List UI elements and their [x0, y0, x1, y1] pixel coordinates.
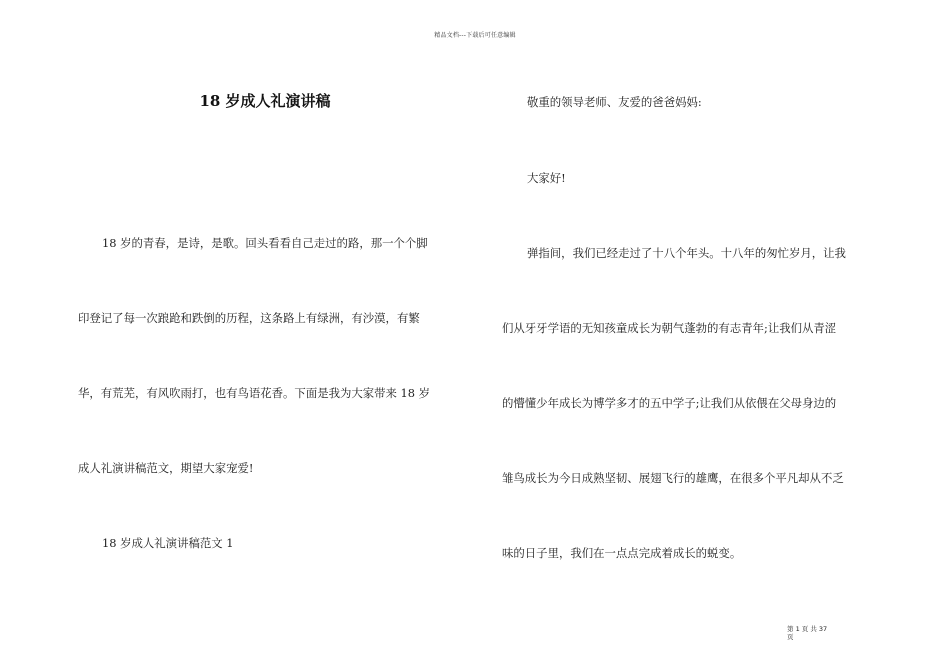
paragraph-line: 印登记了每一次踉跄和跌倒的历程，这条路上有绿洲，有沙漠，有繁	[78, 311, 420, 325]
paragraph-line: 的懵懂少年成长为博学多才的五中学子;让我们从依偎在父母身边的	[502, 396, 837, 410]
document-title: 18 岁成人礼演讲稿	[199, 92, 331, 110]
paragraph-line: 弹指间，我们已经走过了十八个年头。十八年的匆忙岁月，让我	[527, 246, 846, 260]
section-heading: 18 岁成人礼演讲稿范文 1	[102, 536, 234, 550]
paragraph-line: 味的日子里，我们在一点点完成着成长的蜕变。	[502, 546, 742, 560]
header-note: 精品文档---下载后可任意编辑	[434, 32, 516, 39]
paragraph-line: 们从牙牙学语的无知孩童成长为朝气蓬勃的有志青年;让我们从青涩	[502, 321, 837, 335]
paragraph-line: 雏鸟成长为今日成熟坚韧、展翅飞行的雄鹰，在很多个平凡却从不乏	[502, 471, 844, 485]
page-number	[787, 625, 831, 641]
page-number-line: 第 1 页 共 37	[787, 625, 828, 633]
page-number-line: 页	[787, 633, 794, 641]
greeting: 大家好!	[527, 171, 566, 185]
paragraph-line: 成人礼演讲稿范文，期望大家宠爱!	[78, 461, 254, 475]
paragraph-line: 18 岁的青春，是诗，是歌。回头看看自己走过的路，那一个个脚	[102, 236, 428, 250]
salutation: 敬重的领导老师、友爱的爸爸妈妈:	[527, 95, 702, 109]
paragraph-line: 华，有荒芜，有风吹雨打，也有鸟语花香。下面是我为大家带来 18 岁	[78, 386, 431, 400]
